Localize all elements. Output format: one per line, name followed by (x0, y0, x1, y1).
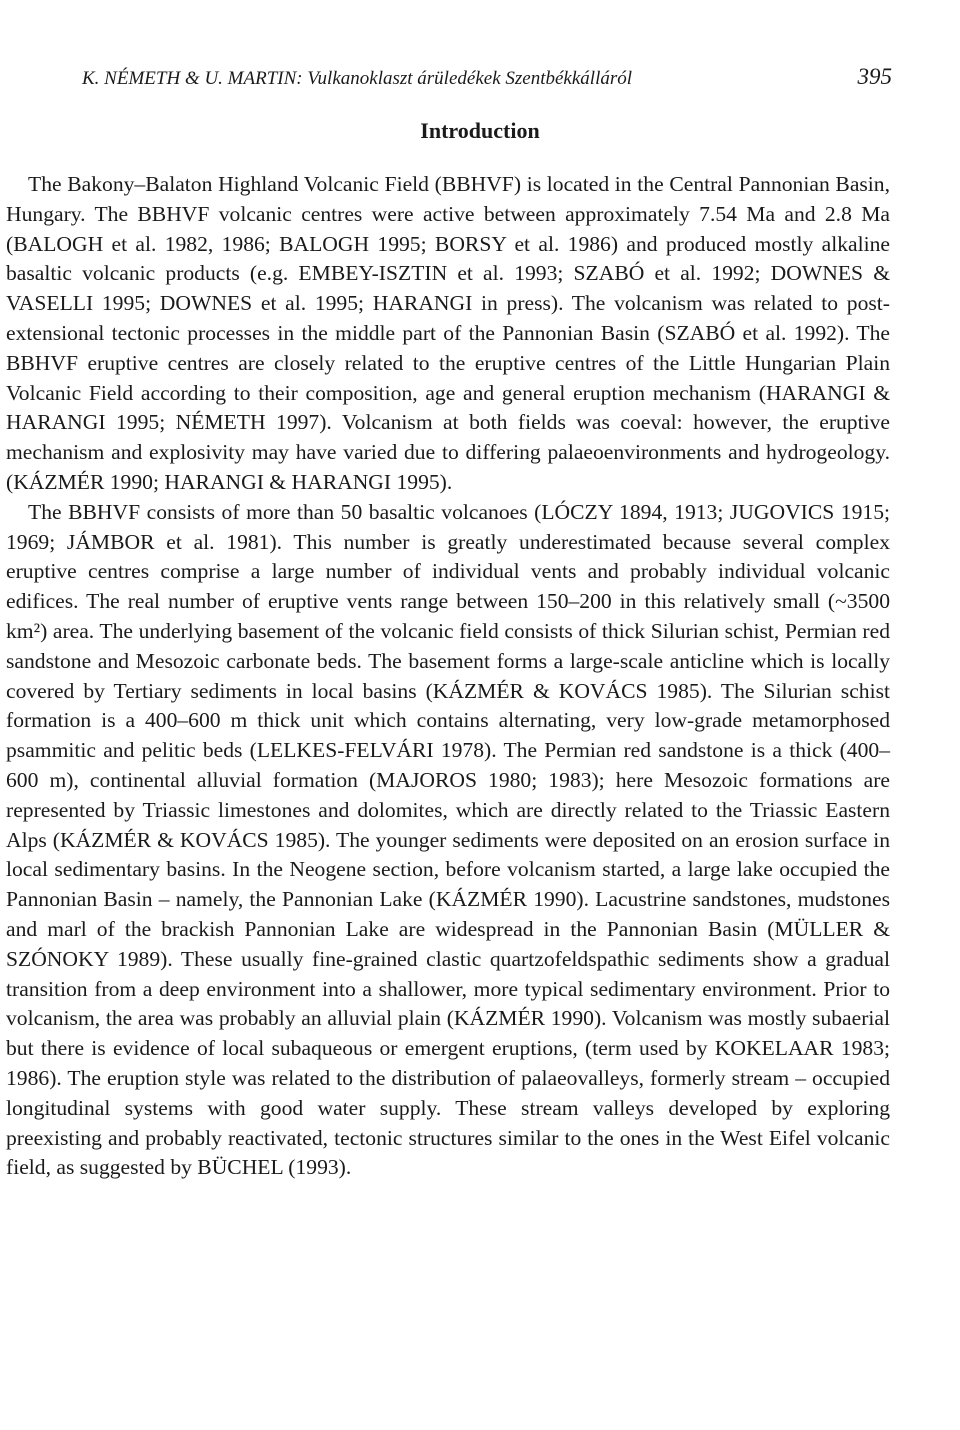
paragraph-2: The BBHVF consists of more than 50 basaltic volcanoes (LÓCZY 1894, 1913; JUGOVICS 1915; 1969; JÁMBOR et al. 1981). This number is greatly underestimated because several complex eruptive centres comprise a large number of individual vents and probably individual volcanic edifices. The real number of eruptive vents range between 150–200 in this relatively small (~3500 km²) area. The underlying basement of the volcanic field consists of thick Silurian schist, Permian red sandstone and Mesozoic carbonate beds. The basement forms a large-scale anticline which is locally covered by Tertiary sediments in local basins (KÁZMÉR & KOVÁCS 1985). The Silurian schist formation is a 400–600 m thick unit which contains alternating, very low-grade metamorphosed psammitic and pelitic beds (LELKES-FELVÁRI 1978). The Permian red sandstone is a thick (400–600 m), continental alluvial formation (MAJOROS 1980; 1983); here Mesozoic formations are represented by Triassic limestones and dolomites, which are directly related to the Triassic Eastern Alps (KÁZMÉR & KOVÁCS 1985). The younger sediments were deposited on an erosion surface in local sedimentary basins. In the Neogene section, before volcanism started, a large lake occupied the Pannonian Basin – namely, the Pannonian Lake (KÁZMÉR 1990). Lacustrine sandstones, mudstones and marl of the brackish Pannonian Lake are widespread in the Pannonian Basin (MÜLLER & SZÓNOKY 1989). These usually fine-grained clastic quartzofeldspathic sediments show a gradual transition from a deep environment into a shallower, more typical sedimentary environment. Prior to volcanism, the area was probably an alluvial plain (KÁZMÉR 1990). Volcanism was mostly subaerial but there is evidence of local subaqueous or emergent eruptions, (term used by KOKELAAR 1983; 1986). The eruption style was related to the distribution of palaeovalleys, formerly stream – occupied longitudinal systems with good water supply. These stream valleys developed by exploring preexisting and probably reactivated, tectonic structures similar to the ones in the West Eifel volcanic field, as suggested by BÜCHEL (1993). (6, 499, 890, 1180)
paragraph-1: The Bakony–Balaton Highland Volcanic Field (BBHVF) is located in the Central Pannonian Basin, Hungary. The BBHVF volcanic centres were active between approximately 7.54 Ma and 2.8 Ma (BALOGH et al. 1982, 1986; BALOGH 1995; BORSY et al. 1986) and produced mostly alkaline basaltic volcanic products (e.g. EMBEY-ISZTIN et al. 1993; SZABÓ et al. 1992; DOWNES & VASELLI 1995; DOWNES et al. 1995; HARANGI in press). The volcanism was related to post-extensional tectonic processes in the middle part of the Pannonian Basin (SZABÓ et al. 1992). The BBHVF eruptive centres are closely related to the eruptive centres of the Little Hungarian Plain Volcanic Field according to their composition, age and general eruption mechanism (HARANGI & HARANGI 1995; NÉMETH 1997). Volcanism at both fields was coeval: however, the eruptive mechanism and explosivity may have varied due to differing palaeoenvironments and hydrogeology. (KÁZMÉR 1990; HARANGI & HARANGI 1995). (6, 172, 890, 494)
section-heading: Introduction (420, 118, 540, 143)
running-head (82, 64, 892, 98)
running-head-title: K. NÉMETH & U. MARTIN: Vulkanoklaszt árüledékek Szentbékkálláról (82, 68, 633, 89)
body-text (6, 170, 890, 1183)
page-number: 395 (857, 64, 892, 89)
